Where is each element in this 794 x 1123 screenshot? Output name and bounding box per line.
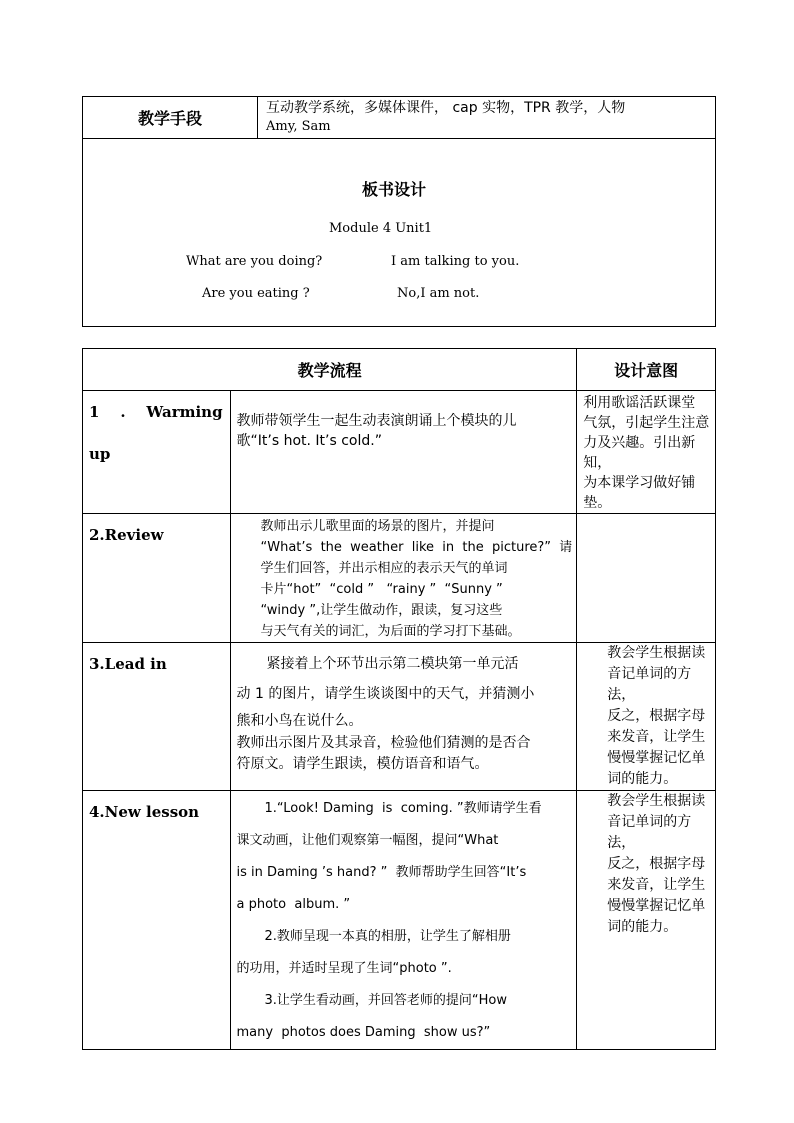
flow-row-review: [83, 514, 716, 643]
means-value-line1: 互动教学系统，多媒体课件， cap 实物，TPR 教学，人物: [266, 100, 626, 116]
content-line: 2.教师呈现一本真的相册，让学生了解相册: [264, 929, 511, 944]
intent-header: 设计意图: [577, 349, 716, 391]
teaching-means-table: [82, 96, 716, 327]
intent-cell: [577, 391, 716, 514]
content-line: 卡片“hot” “cold ” “rainy ” “Sunny ”: [260, 582, 503, 597]
content-line: 与天气有关的词汇，为后面的学习打下基础。: [260, 624, 521, 639]
intent-line: 词的能力。: [607, 919, 678, 935]
intent-line: 来发音，让学生: [607, 877, 706, 893]
board-design: [83, 139, 715, 326]
stage-label: 4.New lesson: [89, 803, 200, 821]
stage-cell: [83, 514, 231, 643]
content-line: 歌“It’s hot. It’s cold.”: [236, 433, 382, 449]
board-design-cell: [83, 139, 716, 327]
content-line: 课文动画，让他们观察第一幅图，提问“What: [236, 833, 499, 848]
intent-line: 利用歌谣活跃课堂: [583, 395, 696, 411]
intent-line: 教会学生根据读: [607, 645, 706, 661]
flow-header: 教学流程: [83, 349, 577, 391]
stage-label: 1 . Warming: [89, 403, 223, 421]
means-value-line2: Amy, Sam: [266, 119, 331, 134]
content-cell: [230, 643, 577, 791]
intent-line: 反之，根据字母: [607, 856, 706, 872]
intent-line: 教会学生根据读: [607, 793, 706, 809]
content-line: 学生们回答，并出示相应的表示天气的单词: [260, 561, 508, 576]
intent-line: 垫。: [583, 495, 612, 511]
content-line: 紧接着上个环节出示第二模块第一单元活: [266, 656, 519, 672]
intent-line: 词的能力。: [607, 771, 678, 787]
flow-row-new-lesson: [83, 791, 716, 1050]
intent-cell: [577, 514, 716, 643]
content-line: a photo album. ”: [236, 897, 351, 912]
content-cell: [230, 514, 577, 643]
intent-line: 音记单词的方法，: [607, 666, 692, 703]
content-line: 教师出示儿歌里面的场景的图片，并提问: [260, 519, 495, 534]
stage-cell: [83, 391, 231, 514]
board-answer-2: No,I am not.: [397, 286, 480, 301]
content-line: 符原文。请学生跟读，模仿语音和语气。: [236, 756, 489, 772]
board-module: Module 4 Unit1: [329, 221, 433, 236]
means-value: [258, 97, 716, 139]
intent-line: 来发音，让学生: [607, 729, 706, 745]
board-question-1: What are you doing?: [186, 254, 323, 269]
content-cell: [230, 391, 577, 514]
stage-label: 2.Review: [89, 526, 164, 544]
content-line: 动 1 的图片，请学生谈谈图中的天气，并猜测小: [236, 686, 535, 702]
flow-row-warming: [83, 391, 716, 514]
content-line: 3.让学生看动画，并回答老师的提问“How: [264, 993, 508, 1008]
content-line: “windy ”,让学生做动作，跟读，复习这些: [260, 603, 503, 618]
intent-line: 音记单词的方法，: [607, 814, 692, 851]
board-question-2: Are you eating ?: [202, 286, 310, 301]
content-line: is in Daming ’s hand? ” 教师帮助学生回答“It’s: [236, 865, 527, 880]
teaching-flow-table: [82, 348, 716, 1050]
intent-line: 气氛，引起学生注意: [583, 415, 710, 431]
intent-line: 反之，根据字母: [607, 708, 706, 724]
stage-label: 3.Lead in: [89, 655, 167, 673]
means-label: 教学手段: [83, 97, 258, 139]
content-line: 1.“Look! Daming is coming. ”教师请学生看: [264, 801, 542, 816]
content-line: 熊和小鸟在说什么。: [236, 713, 363, 729]
intent-line: 为本课学习做好铺: [583, 475, 696, 491]
flow-row-lead-in: [83, 643, 716, 791]
content-line: many photos does Daming show us?”: [236, 1025, 491, 1040]
board-title: 板书设计: [362, 180, 427, 199]
intent-cell: [577, 643, 716, 791]
stage-cell: [83, 791, 231, 1050]
content-line: “What’s the weather like in the picture?” 请: [260, 540, 573, 555]
content-cell: [230, 791, 577, 1050]
stage-cell: [83, 643, 231, 791]
intent-line: 慢慢掌握记忆单: [607, 898, 706, 914]
content-line: 教师带领学生一起生动表演朗诵上个模块的儿: [236, 413, 517, 429]
intent-cell: [577, 791, 716, 1050]
intent-line: 力及兴趣。引出新知，: [583, 435, 696, 471]
content-line: 的功用，并适时呈现了生词“photo ”.: [236, 961, 452, 976]
intent-line: 慢慢掌握记忆单: [607, 750, 706, 766]
content-line: 教师出示图片及其录音，检验他们猜测的是否合: [236, 735, 531, 751]
stage-label-2: up: [89, 445, 111, 463]
board-answer-1: I am talking to you.: [391, 254, 520, 269]
